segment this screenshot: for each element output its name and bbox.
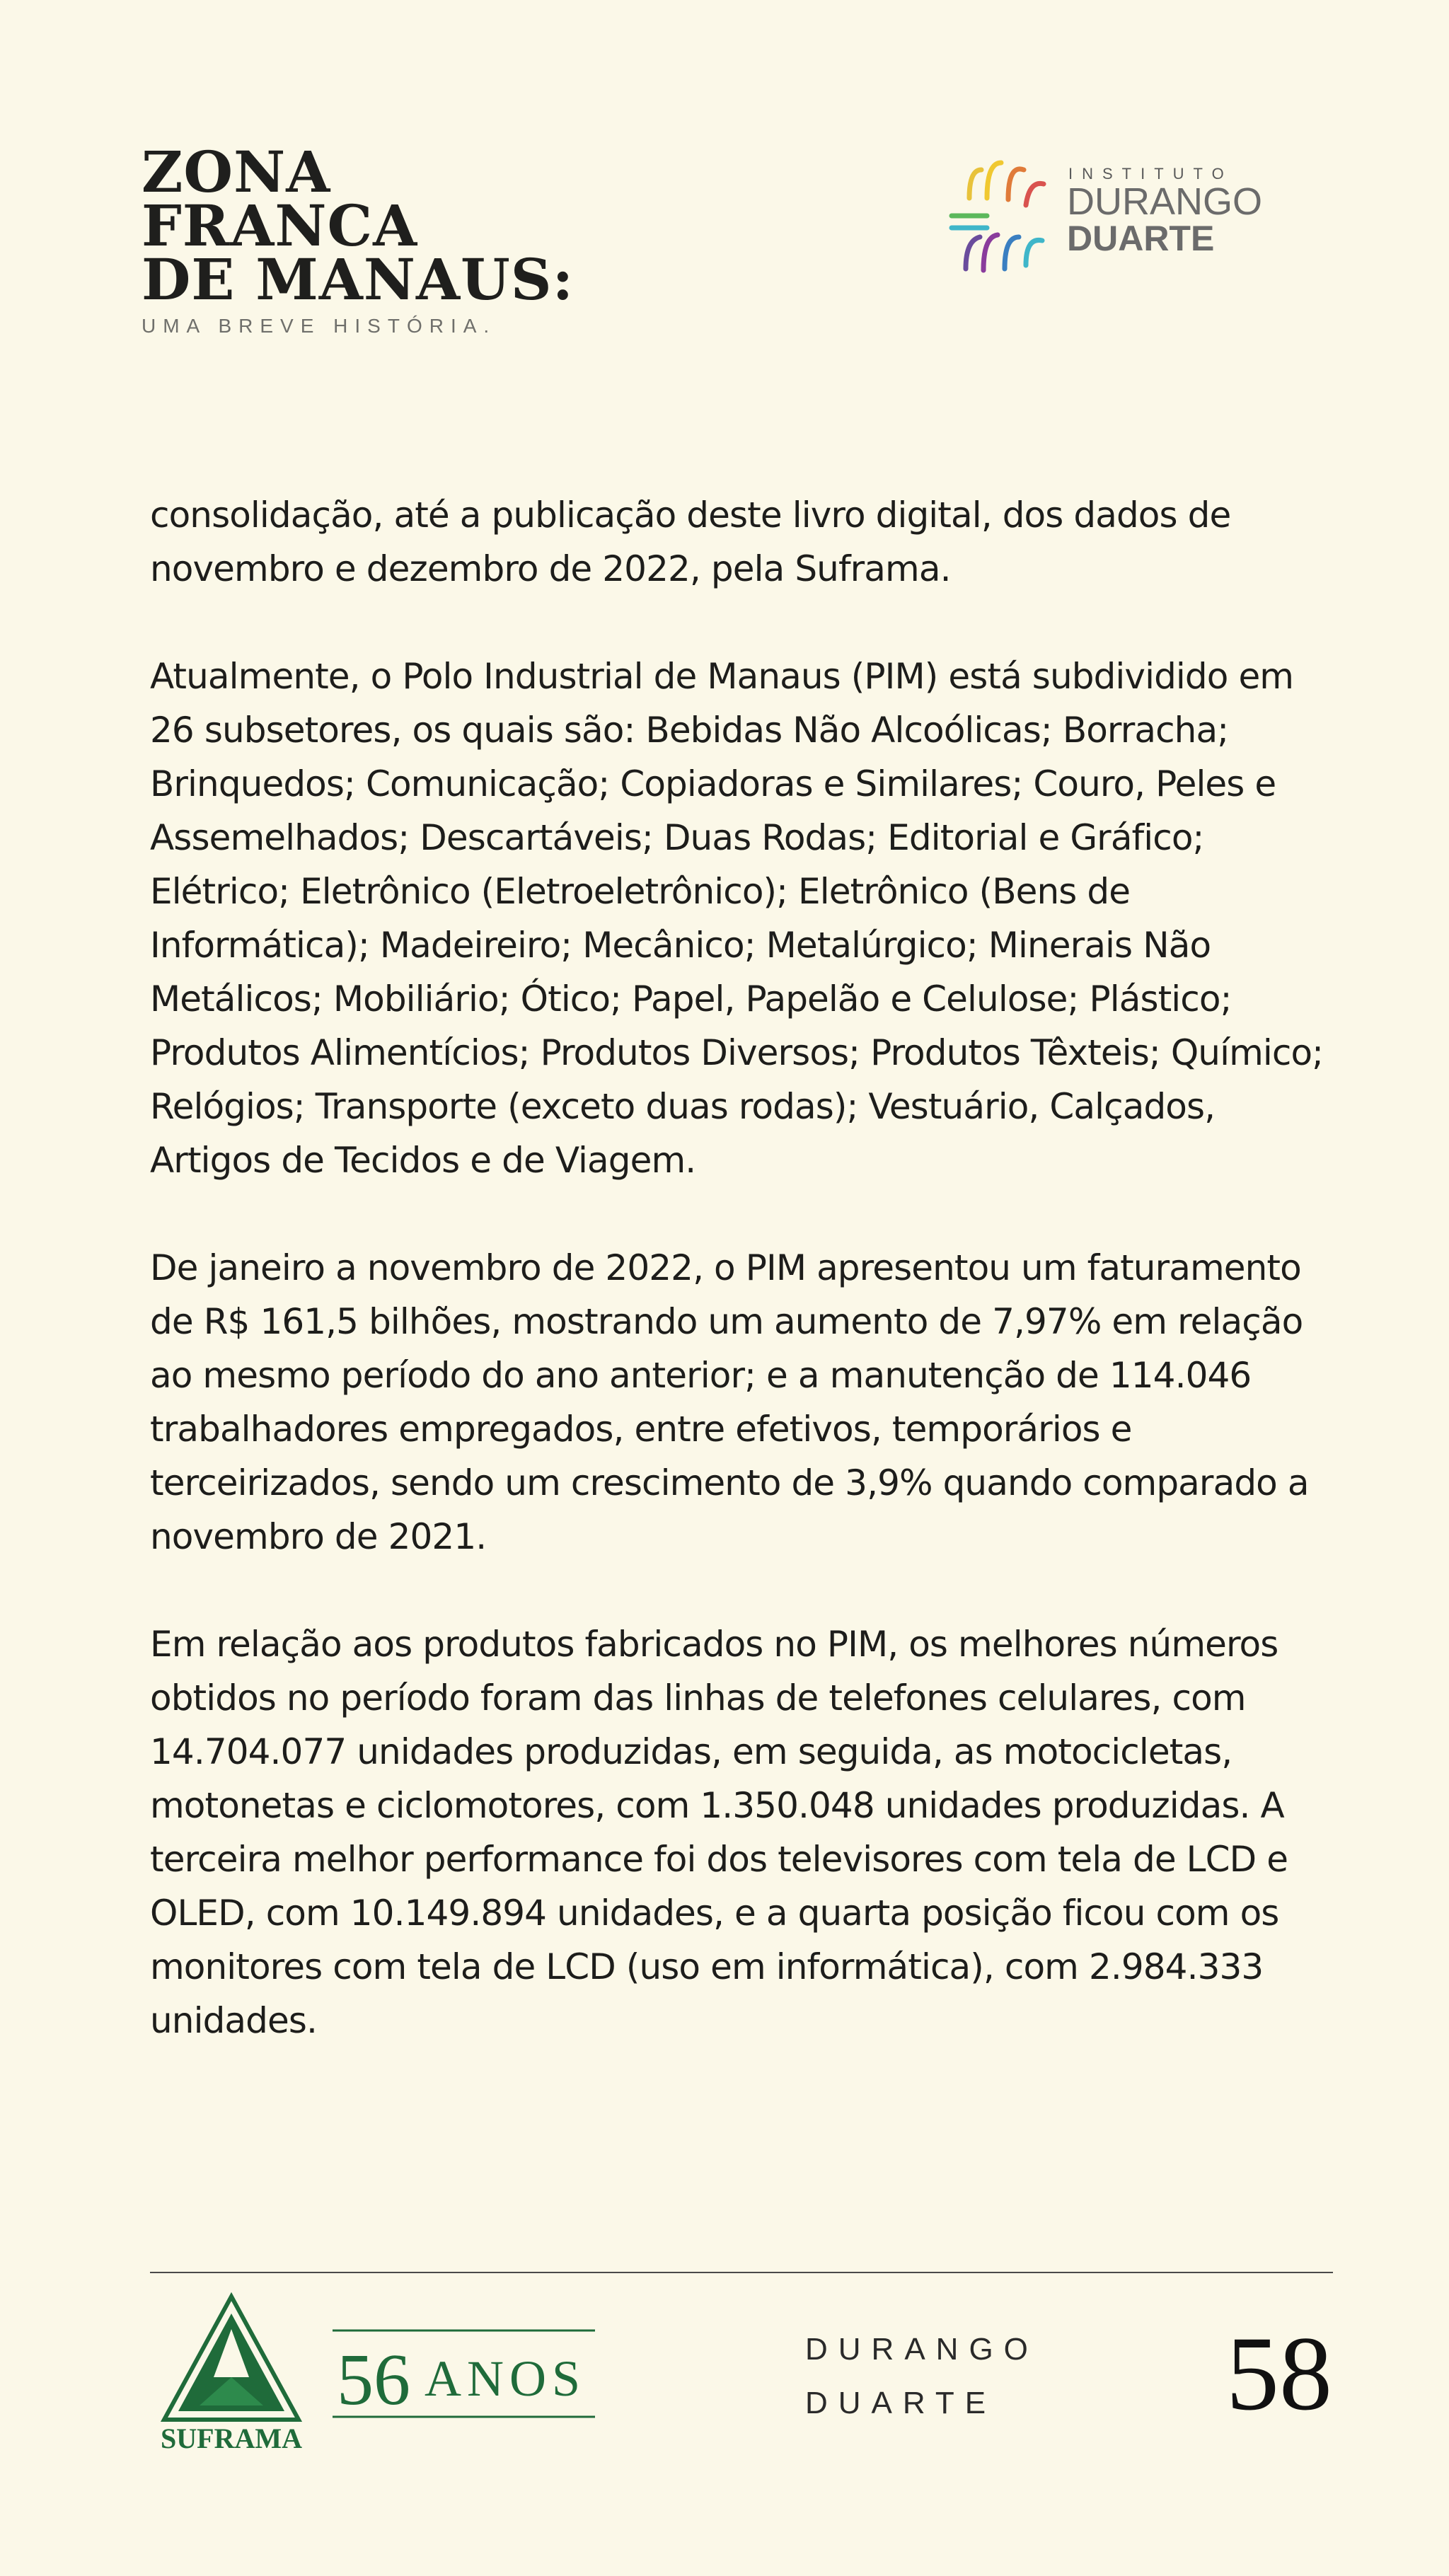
instituto-logo-mark-icon [937, 149, 1058, 276]
book-title [142, 139, 575, 337]
book-title-line-2: FRANCA [142, 192, 418, 259]
paragraph-1: consolidação, até a publicação deste livro digital, dos dados de novembro e dezembro de 2022, pela Suframa. [150, 495, 1231, 589]
instituto-name-line-2: DUARTE [1067, 219, 1215, 258]
footer-author-line-1: DURANGO [805, 2332, 1039, 2367]
paragraph-2: Atualmente, o Polo Industrial de Manaus (PIM) está subdividido em 26 subsetores, os quais são: Bebidas Não Alcoólicas; Borracha; Brinquedos; Comunicação; Copiadoras e Similares; Couro, Peles e Assemelhados; Descartáveis; Duas Rodas; Editorial e Gráfico; Elétrico; Eletrônico (Eletroeletrônico); Eletrônico (Bens de Informática); Madeireiro; Mecânico; Metalúrgico; Minerais Não Metálicos; Mobiliário; Ótico; Papel, Papelão e Celulose; Plástico; Produtos Alimentícios; Produtos Diversos; Produtos Têxteis; Químico; Relógios; Transporte (exceto duas rodas); Vestuário, Calçados, Artigos de Tecidos e de Viagem. [150, 656, 1324, 1181]
body-text [150, 488, 1339, 2101]
footer-divider [150, 2272, 1333, 2273]
footer-author [805, 2323, 1039, 2430]
paragraph-4: Em relação aos produtos fabricados no PIM, os melhores números obtidos no período foram das linhas de telefones celulares, com 14.704.077 unidades produzidas, em seguida, as motocicletas, motonetas e ciclomotores, com 1.350.048 unidades produzidas. A terceira melhor performance foi dos televisores com tela de LCD e OLED, com 10.149.894 unidades, e a quarta posição ficou com os monitores com tela de LCD (uso em informática), com 2.984.333 unidades. [150, 1624, 1288, 2041]
suframa-logo [157, 2292, 306, 2455]
book-subtitle: UMA BREVE HISTÓRIA. [142, 315, 497, 337]
instituto-name-line-1: DURANGO [1067, 180, 1263, 223]
56-anos-logo [331, 2328, 596, 2420]
page-number: 58 [1226, 2315, 1332, 2432]
anos-label: ANOS [425, 2350, 587, 2407]
book-title-line-3: DE MANAUS: [142, 246, 575, 313]
suframa-triangle-icon [164, 2297, 299, 2420]
book-title-line-1: ZONA [142, 139, 331, 205]
instituto-label: INSTITUTO [1068, 165, 1233, 183]
suframa-label: SUFRAMA [161, 2422, 302, 2454]
footer-author-line-2: DUARTE [805, 2386, 997, 2420]
instituto-durango-duarte-logo [937, 149, 1291, 283]
anos-number: 56 [337, 2339, 410, 2420]
paragraph-3: De janeiro a novembro de 2022, o PIM apresentou um faturamento de R$ 161,5 bilhões, mostrando um aumento de 7,97% em relação ao mesmo período do ano anterior; e a manutenção de 114.046 trabalhadores empregados, entre efetivos, temporários e terceirizados, sendo um crescimento de 3,9% quando comparado a novembro de 2021. [150, 1247, 1309, 1557]
